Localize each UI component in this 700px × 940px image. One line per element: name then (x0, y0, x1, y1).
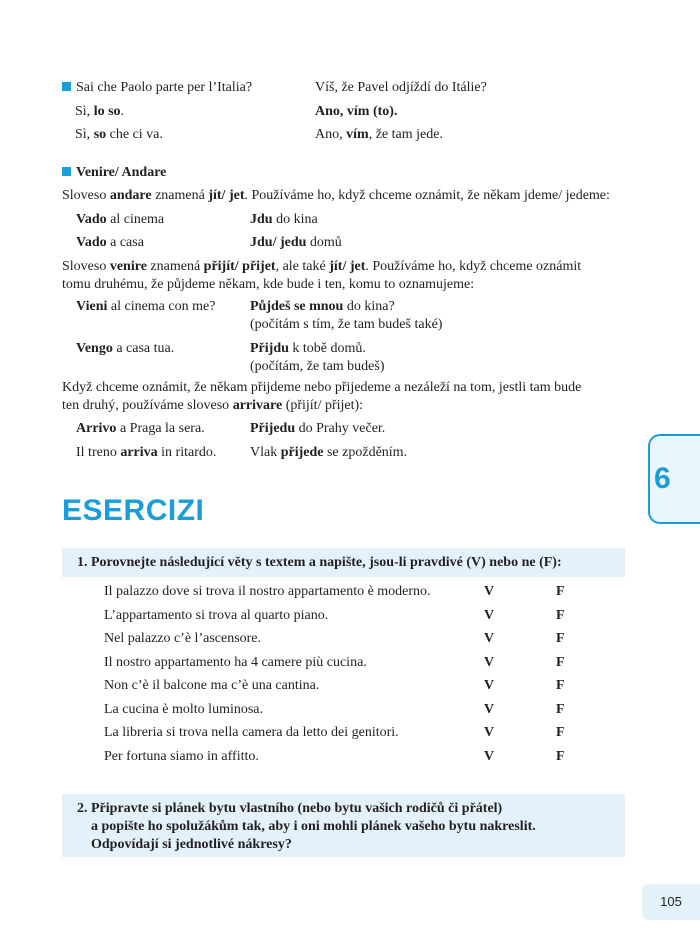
chapter-tab (648, 434, 700, 524)
translation-note: (počítám, že tam budeš) (250, 359, 385, 374)
czech-translation: Vlak přijede se zpožděním. (250, 445, 408, 460)
czech-translation: Jdu/ jedu domů (250, 235, 342, 250)
paragraph: Sloveso venire znamená přijít/ přijet, ale také jít/ jet. Používáme ho, když chceme oznámit (62, 259, 582, 274)
exercise-1-title: 1. Porovnejte následující věty s textem a napište, jsou-li pravdivé (V) nebo ne (F): (77, 555, 562, 570)
example-row: Vado a casa (76, 235, 144, 250)
exercise-1-header (62, 548, 625, 577)
statement-text: Per fortuna siamo in affitto. (104, 749, 259, 764)
paragraph-line: ten druhý, používáme sloveso arrivare (přijít/ přijet): (62, 398, 364, 413)
example-row: Vengo a casa tua. (76, 341, 175, 356)
example-row: Sì, so che ci va. (75, 127, 163, 142)
czech-translation: Jdu do kina (250, 212, 318, 227)
paragraph: Sloveso andare znamená jít/ jet. Používáme ho, když chceme oznámit, že někam jdeme/ jedeme: (62, 188, 610, 203)
false-option[interactable]: F (556, 655, 565, 670)
false-option[interactable]: F (556, 725, 565, 740)
czech-translation: Ano, vím (to). (315, 104, 398, 119)
page-number: 105 (642, 884, 700, 920)
statement-text: La cucina è molto luminosa. (104, 702, 264, 717)
false-option[interactable]: F (556, 749, 565, 764)
example-row: Sai che Paolo parte per l’Italia? (62, 80, 252, 96)
example-row: Vieni al cinema con me? (76, 299, 216, 314)
statement-text: Il palazzo dove si trova il nostro appartamento è moderno. (104, 584, 431, 599)
exercise-2-line: 2. Připravte si plánek bytu vlastního (nebo bytu vašich rodičů či přátel) (77, 801, 503, 816)
true-option[interactable]: V (484, 725, 495, 740)
translation-note: (počítám s tím, že tam budeš také) (250, 317, 443, 332)
chapter-number: 6 (654, 462, 671, 495)
true-option[interactable]: V (484, 702, 495, 717)
exercise-2-line: Odpovídají si jednotlivé nákresy? (91, 837, 292, 852)
true-option[interactable]: V (484, 608, 495, 623)
true-option[interactable]: V (484, 655, 495, 670)
example-row: Arrivo a Praga la sera. (76, 421, 205, 436)
example-row: Il treno arriva in ritardo. (76, 445, 217, 460)
bullet-square-icon (62, 82, 71, 91)
example-row: Vado al cinema (76, 212, 165, 227)
statement-text: La libreria si trova nella camera da letto dei genitori. (104, 725, 399, 740)
paragraph-line: tomu druhému, že půjdeme někam, kde bude i ten, komu to oznamujeme: (62, 277, 475, 292)
czech-translation: Víš, že Pavel odjíždí do Itálie? (315, 80, 487, 95)
section-heading: Venire/ Andare (62, 165, 166, 181)
bullet-square-icon (62, 167, 71, 176)
false-option[interactable]: F (556, 678, 565, 693)
false-option[interactable]: F (556, 702, 565, 717)
exercise-2-box (62, 794, 625, 857)
exercise-2-line: a popište ho spolužákům tak, aby i oni mohli plánek vašeho bytu nakreslit. (91, 819, 536, 834)
czech-translation: Půjdeš se mnou do kina? (250, 299, 395, 314)
exercises-title: ESERCIZI (62, 494, 205, 527)
czech-translation: Přijdu k tobě domů. (250, 341, 366, 356)
czech-translation: Ano, vím, že tam jede. (315, 127, 443, 142)
false-option[interactable]: F (556, 584, 565, 599)
statement-text: Il nostro appartamento ha 4 camere più cucina. (104, 655, 367, 670)
statement-text: Non c’è il balcone ma c’è una cantina. (104, 678, 320, 693)
example-row: Sì, lo so. (75, 104, 125, 119)
czech-translation: Přijedu do Prahy večer. (250, 421, 386, 436)
true-option[interactable]: V (484, 584, 495, 599)
true-option[interactable]: V (484, 678, 495, 693)
statement-text: L’appartamento si trova al quarto piano. (104, 608, 329, 623)
statement-text: Nel palazzo c’è l’ascensore. (104, 631, 262, 646)
true-option[interactable]: V (484, 631, 495, 646)
false-option[interactable]: F (556, 631, 565, 646)
false-option[interactable]: F (556, 608, 565, 623)
paragraph: Když chceme oznámit, že někam přijdeme nebo přijedeme a nezáleží na tom, jestli tam bude (62, 380, 582, 395)
true-option[interactable]: V (484, 749, 495, 764)
